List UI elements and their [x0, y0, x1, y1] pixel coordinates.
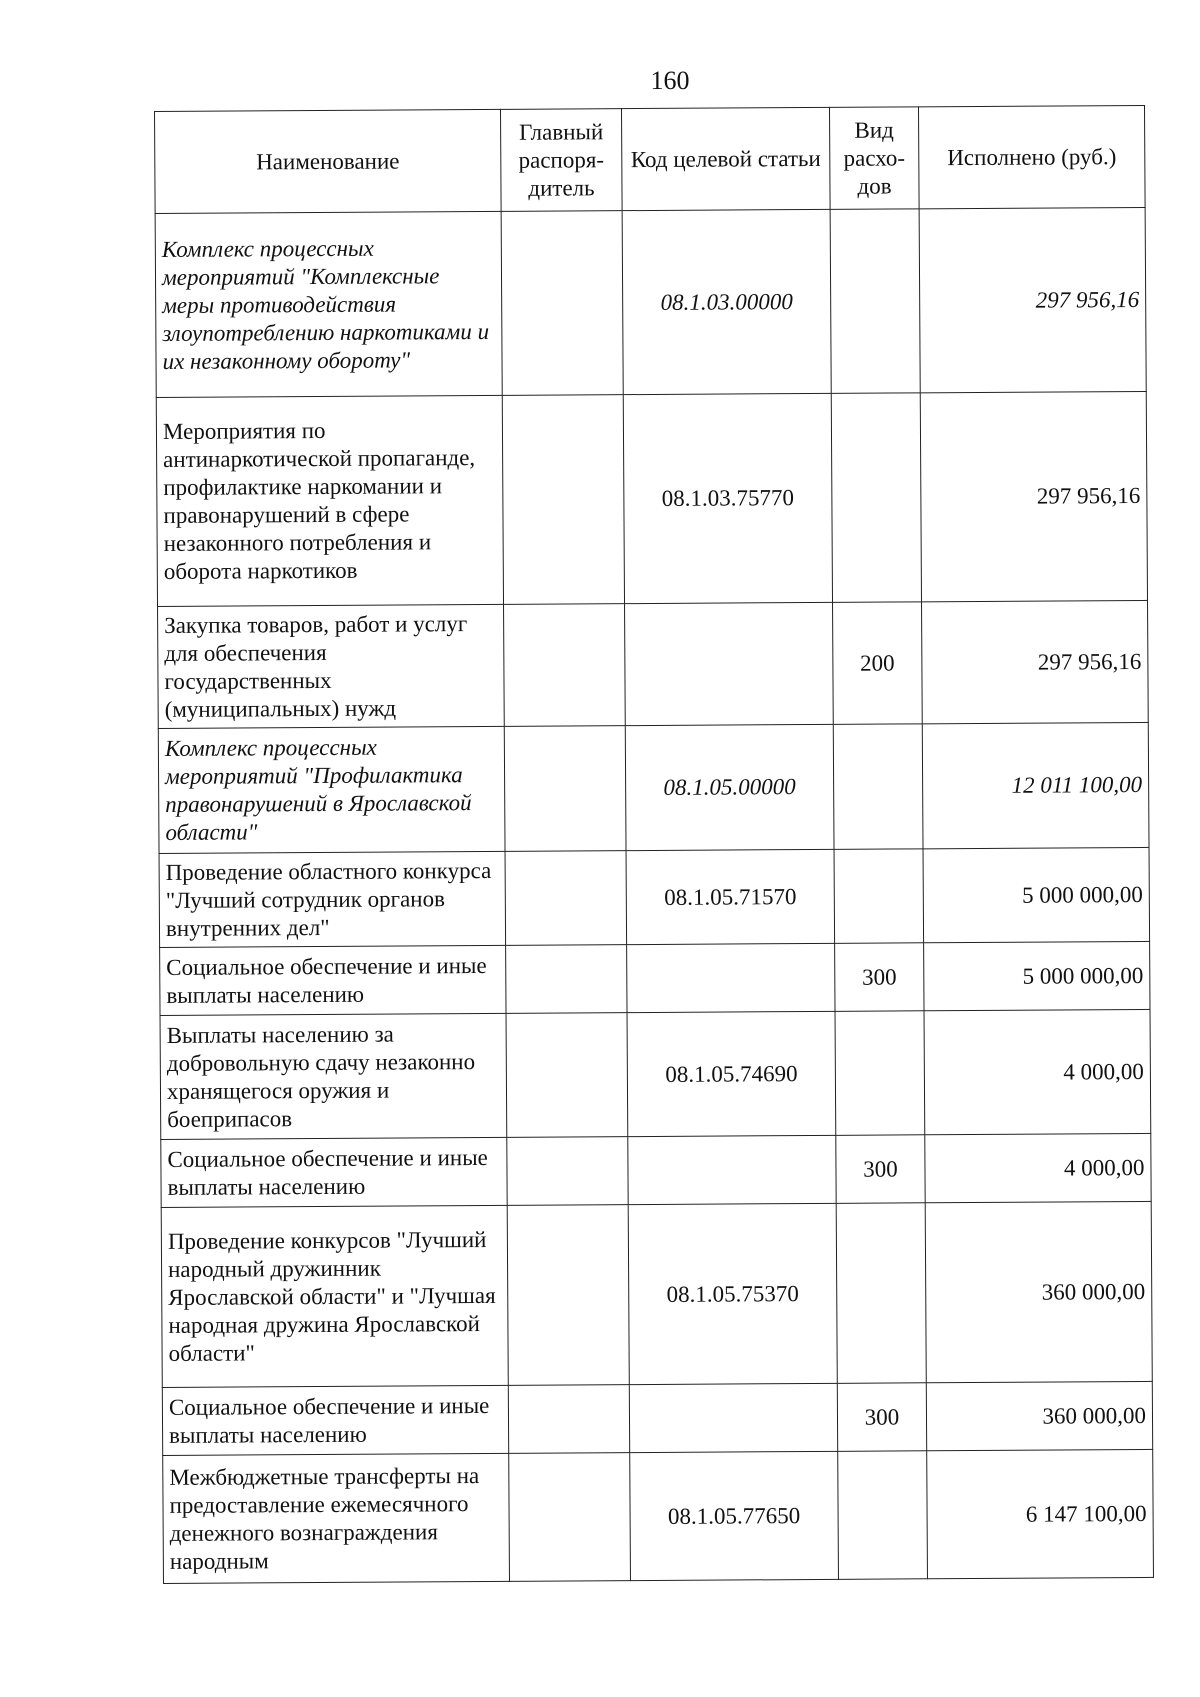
cell-kind [830, 209, 920, 394]
cell-code: 08.1.05.77650 [630, 1451, 839, 1580]
table-row [161, 1133, 1151, 1207]
cell-grbs [504, 604, 626, 727]
table-row [155, 207, 1146, 397]
table-row [163, 1449, 1154, 1583]
header-amount: Исполнено (руб.) [918, 105, 1145, 208]
cell-kind [836, 1203, 926, 1384]
cell-code: 08.1.05.75370 [628, 1203, 837, 1384]
table-row [161, 1201, 1152, 1387]
cell-amount: 12 011 100,00 [922, 722, 1149, 848]
cell-grbs [508, 1385, 629, 1454]
page-number: 160 [650, 66, 690, 95]
cell-grbs [505, 851, 627, 946]
cell-kind: 300 [837, 1383, 926, 1452]
cell-amount: 4 000,00 [925, 1133, 1151, 1202]
cell-grbs [507, 1137, 628, 1206]
cell-kind: 300 [836, 1135, 925, 1204]
cell-code [627, 943, 835, 1012]
table-row [159, 847, 1150, 947]
cell-name: Межбюджетные трансферты на предоставление ежемесячного денежного вознаграждения народным [163, 1453, 510, 1583]
cell-code: 08.1.05.00000 [625, 724, 834, 850]
cell-kind [838, 1451, 928, 1580]
cell-name: Мероприятия по антинаркотической пропаганде, профилактике наркомании и правонарушений в сфере незаконного потребления и оборота наркотиков [156, 395, 503, 606]
header-code: Код целевой статьи [621, 107, 830, 210]
header-name: Наименование [155, 109, 502, 213]
budget-table [154, 105, 1154, 1584]
cell-grbs [504, 726, 626, 852]
cell-amount: 360 000,00 [926, 1381, 1152, 1450]
cell-amount: 6 147 100,00 [927, 1449, 1154, 1578]
table-row [158, 600, 1149, 728]
cell-grbs [506, 945, 627, 1014]
table-row [156, 391, 1147, 606]
cell-kind [834, 849, 924, 944]
cell-code: 08.1.03.00000 [622, 209, 831, 394]
cell-amount: 4 000,00 [924, 1009, 1151, 1134]
cell-code: 08.1.05.71570 [626, 849, 835, 944]
cell-code: 08.1.03.75770 [623, 393, 832, 603]
table-row [162, 1381, 1152, 1455]
cell-name: Закупка товаров, работ и услуг для обеспечения государственных (муниципальных) нужд [158, 604, 505, 728]
cell-amount: 360 000,00 [925, 1201, 1152, 1382]
cell-grbs [502, 395, 624, 605]
cell-kind: 300 [835, 943, 924, 1012]
cell-name: Комплекс процессных мероприятий "Комплексные меры противодействия злоупотреблению наркотиками и их незаконному обороту" [155, 211, 502, 397]
cell-name: Проведение областного конкурса "Лучший сотрудник органов внутренних дел" [159, 851, 506, 947]
cell-name: Социальное обеспечение и иные выплаты населению [160, 945, 506, 1015]
cell-code [628, 1135, 836, 1204]
cell-kind: 200 [833, 602, 923, 725]
cell-name: Выплаты населению за добровольную сдачу незаконно хранящегося оружия и боеприпасов [160, 1013, 507, 1139]
table-row [158, 722, 1149, 853]
cell-name: Комплекс процессных мероприятий "Профилактика правонарушений в Ярославской области" [158, 726, 505, 853]
cell-amount: 297 956,16 [922, 600, 1149, 723]
header-grbs: Главный распоря- дитель [500, 109, 622, 212]
cell-code [629, 1383, 837, 1452]
cell-amount: 297 956,16 [919, 207, 1146, 392]
cell-kind [833, 724, 923, 850]
cell-grbs [507, 1205, 629, 1386]
cell-name: Социальное обеспечение и иные выплаты населению [162, 1385, 508, 1455]
cell-grbs [509, 1453, 631, 1582]
cell-name: Проведение конкурсов "Лучший народный дружинник Ярославской области" и "Лучшая народная дружина Ярославской области" [161, 1205, 508, 1387]
cell-grbs [506, 1013, 628, 1138]
cell-kind [835, 1011, 925, 1136]
cell-amount: 5 000 000,00 [924, 941, 1150, 1010]
header-kind: Вид расхо- дов [829, 107, 919, 210]
cell-amount: 297 956,16 [920, 391, 1147, 601]
cell-kind [831, 393, 921, 603]
cell-grbs [501, 211, 623, 396]
cell-name: Социальное обеспечение и иные выплаты населению [161, 1137, 507, 1207]
cell-code: 08.1.05.74690 [627, 1011, 836, 1136]
table-header [155, 105, 1146, 213]
table-row [160, 941, 1150, 1015]
table-body [155, 207, 1153, 1583]
table-row [160, 1009, 1151, 1139]
cell-amount: 5 000 000,00 [923, 847, 1150, 942]
cell-code [625, 602, 834, 725]
